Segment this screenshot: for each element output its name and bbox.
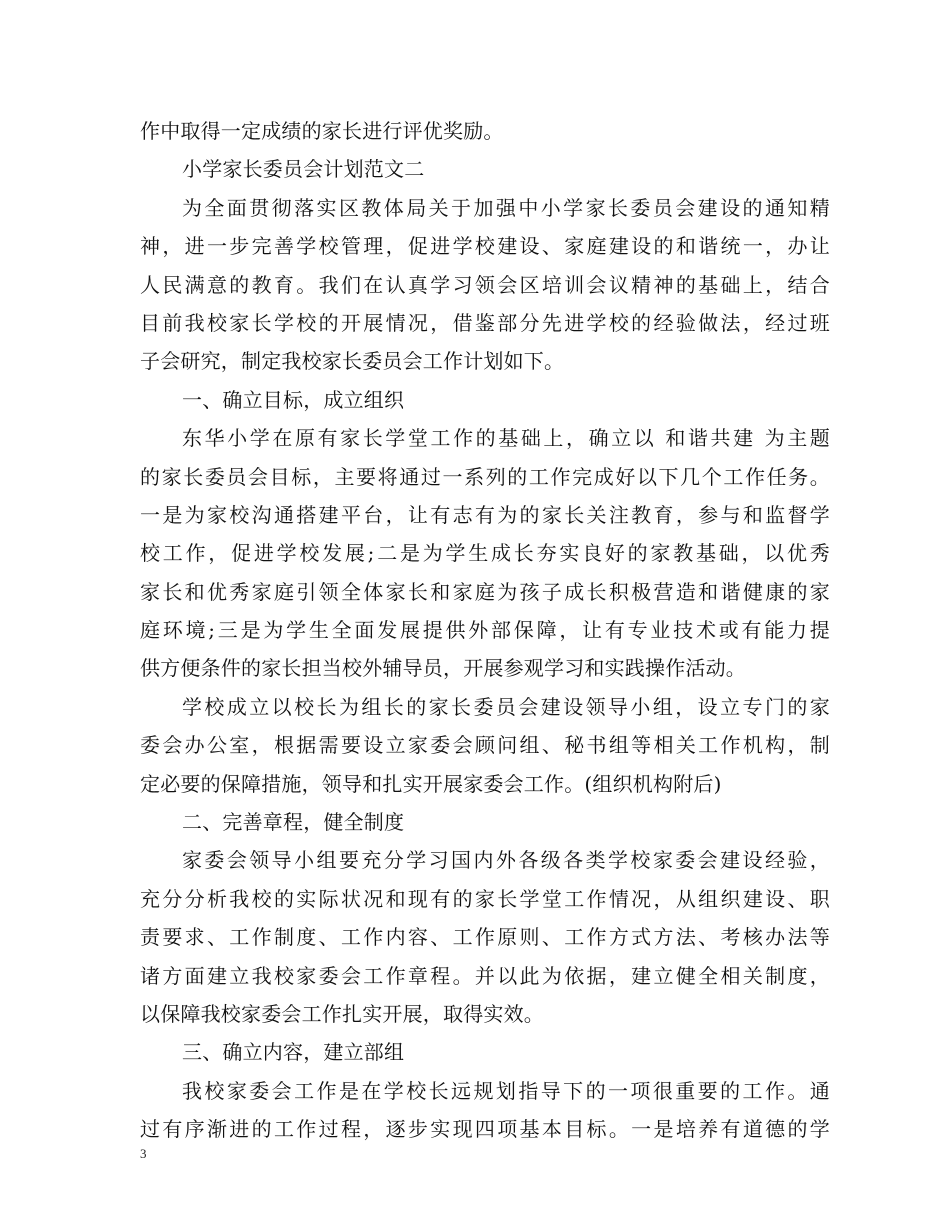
paragraph-line: 校工作，促进学校发展;二是为学生成长夯实良好的家教基础，以优秀 xyxy=(140,541,830,566)
paragraph-line: 供方便条件的家长担当校外辅导员，开展参观学习和实践操作活动。 xyxy=(140,656,746,681)
paragraph-line: 神，进一步完善学校管理，促进学校建设、家庭建设的和谐统一，办让 xyxy=(140,234,830,259)
paragraph-line: 一是为家校沟通搭建平台，让有志有为的家长关注教育，参与和监督学 xyxy=(140,502,830,527)
paragraph-line: 诸方面建立我校家委会工作章程。并以此为依据，建立健全相关制度， xyxy=(140,963,830,988)
section-title: 小学家长委员会计划范文二 xyxy=(182,157,425,182)
paragraph-line: 以保障我校家委会工作扎实开展，取得实效。 xyxy=(140,1001,544,1026)
paragraph-line: 家长和优秀家庭引领全体家长和家庭为孩子成长积极营造和谐健康的家 xyxy=(140,579,830,604)
paragraph-line: 学校成立以校长为组长的家长委员会建设领导小组，设立专门的家 xyxy=(182,694,830,719)
paragraph-line: 庭环境;三是为学生全面发展提供外部保障，让有专业技术或有能力提 xyxy=(140,618,830,643)
section-heading: 一、确立目标，成立组织 xyxy=(182,387,405,412)
paragraph-line: 家委会领导小组要充分学习国内外各级各类学校家委会建设经验， xyxy=(182,848,830,873)
paragraph-line: 责要求、工作制度、工作内容、工作原则、工作方式方法、考核办法等 xyxy=(140,925,830,950)
page-number: 3 xyxy=(140,1146,147,1161)
paragraph-line: 东华小学在原有家长学堂工作的基础上，确立以 和谐共建 为主题 xyxy=(182,426,830,451)
paragraph-line: 过有序渐进的工作过程，逐步实现四项基本目标。一是培养有道德的学 xyxy=(140,1117,830,1142)
paragraph-line: 人民满意的教育。我们在认真学习领会区培训会议精神的基础上，结合 xyxy=(140,272,830,297)
paragraph-line: 充分分析我校的实际状况和现有的家长学堂工作情况，从组织建设、职 xyxy=(140,886,830,911)
paragraph-line: 目前我校家长学校的开展情况，借鉴部分先进学校的经验做法，经过班 xyxy=(140,310,830,335)
section-heading: 二、完善章程，健全制度 xyxy=(182,810,405,835)
paragraph-line: 作中取得一定成绩的家长进行评优奖励。 xyxy=(140,119,504,143)
paragraph-line: 定必要的保障措施，领导和扎实开展家委会工作。(组织机构附后) xyxy=(140,771,722,796)
paragraph-line: 委会办公室，根据需要设立家委会顾问组、秘书组等相关工作机构，制 xyxy=(140,733,830,758)
paragraph-line: 我校家委会工作是在学校长远规划指导下的一项很重要的工作。通 xyxy=(182,1078,830,1103)
document-body xyxy=(140,112,830,1149)
paragraph-line: 的家长委员会目标，主要将通过一系列的工作完成好以下几个工作任务。 xyxy=(140,464,830,489)
paragraph-line: 子会研究，制定我校家长委员会工作计划如下。 xyxy=(140,349,565,374)
section-heading: 三、确立内容，建立部组 xyxy=(182,1040,405,1065)
paragraph-line: 为全面贯彻落实区教体局关于加强中小学家长委员会建设的通知精 xyxy=(182,195,830,220)
